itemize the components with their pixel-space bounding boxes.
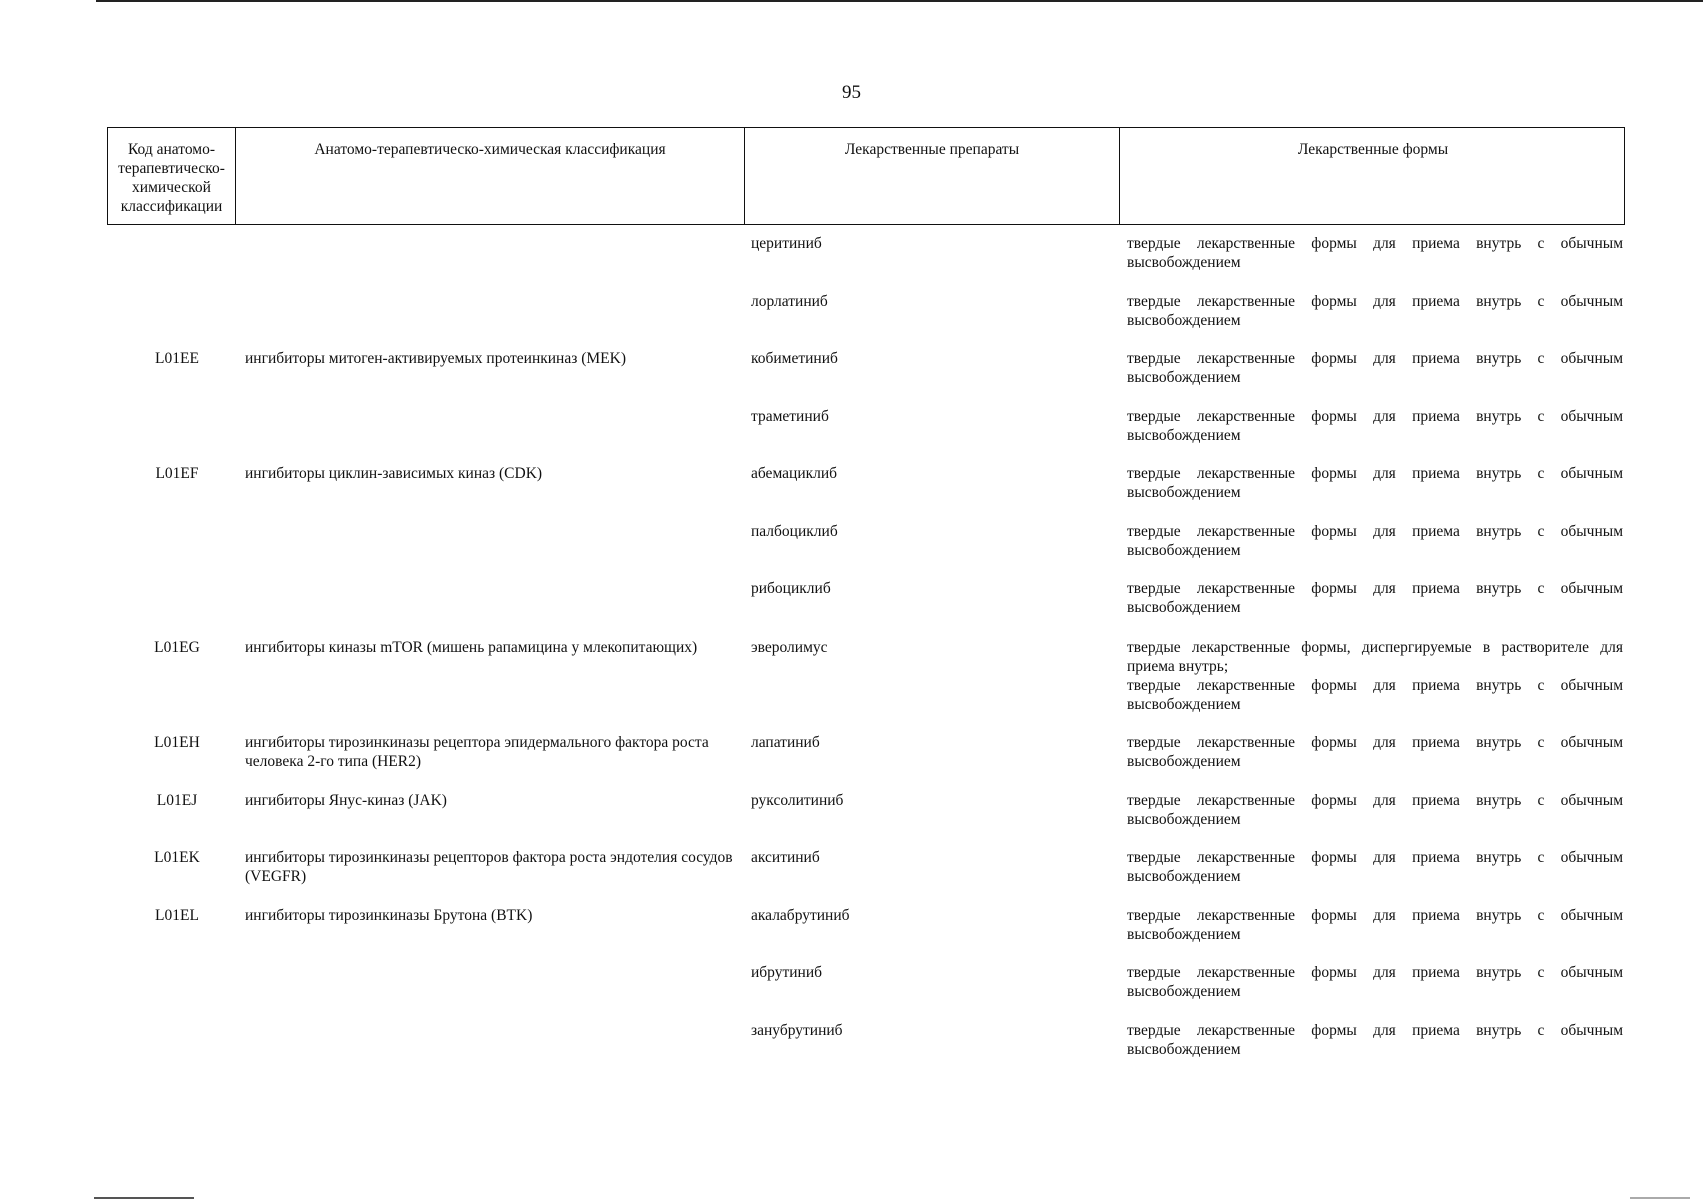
table-row <box>107 733 1625 791</box>
header-drugs: Лекарственные препараты <box>745 128 1120 224</box>
table-row <box>107 407 1625 465</box>
dosage-forms <box>1119 292 1625 350</box>
atc-code: L01EJ <box>156 791 198 809</box>
drug-name: кобиметиниб <box>751 350 838 367</box>
atc-classification: ингибиторы тирозинкиназы Брутона (BTK) <box>245 906 533 924</box>
atc-code <box>107 407 235 465</box>
header-classification: Анатомо-терапевтическо-химическая классификация <box>236 128 745 224</box>
drug-name: лорлатиниб <box>751 292 828 310</box>
page-number: 95 <box>842 82 861 103</box>
atc-code: L01EE <box>155 350 199 367</box>
table-row <box>107 791 1625 849</box>
atc-classification <box>235 522 744 580</box>
dosage-form-text: твердые лекарственные формы для приема внутрь с обычным высвобождением <box>1127 522 1623 559</box>
dosage-forms <box>1119 349 1625 407</box>
scan-artifact <box>94 1197 194 1199</box>
dosage-forms <box>1119 579 1625 638</box>
atc-classification <box>235 963 744 1021</box>
table-row <box>107 234 1625 292</box>
atc-code: L01EG <box>154 638 200 656</box>
table-row <box>107 292 1625 350</box>
dosage-form-text: твердые лекарственные формы, диспергируемые в растворителе для приема внутрь; <box>1127 638 1623 675</box>
atc-code <box>107 522 235 580</box>
atc-code <box>107 579 235 638</box>
dosage-forms <box>1119 791 1625 849</box>
dosage-forms <box>1119 963 1625 1021</box>
table-row <box>107 638 1625 734</box>
dosage-form-text: твердые лекарственные формы для приема внутрь с обычным высвобождением <box>1127 465 1623 501</box>
atc-code: L01EH <box>154 734 200 751</box>
atc-code <box>107 292 235 350</box>
dosage-form-text: твердые лекарственные формы для приема внутрь с обычным высвобождением <box>1127 906 1623 943</box>
dosage-form-text: твердые лекарственные формы для приема внутрь с обычным высвобождением <box>1127 292 1623 329</box>
dosage-forms <box>1119 234 1625 292</box>
header-forms: Лекарственные формы <box>1297 141 1449 158</box>
dosage-form-text: твердые лекарственные формы для приема внутрь с обычным высвобождением <box>1127 791 1623 828</box>
atc-classification: ингибиторы киназы mTOR (мишень рапамицина у млекопитающих) <box>245 638 698 656</box>
atc-classification <box>235 234 744 292</box>
table-row <box>107 464 1625 522</box>
dosage-form-text: твердые лекарственные формы для приема внутрь с обычным высвобождением <box>1127 350 1623 386</box>
atc-classification: ингибиторы тирозинкиназы рецепторов фактора роста эндотелия сосудов (VEGFR) <box>245 849 733 885</box>
dosage-form-text: твердые лекарственные формы для приема внутрь с обычным высвобождением <box>1127 734 1623 770</box>
drug-name: акалабрутиниб <box>751 906 850 924</box>
dosage-form-text: твердые лекарственные формы для приема внутрь с обычным высвобождением <box>1127 580 1623 616</box>
dosage-forms <box>1119 464 1625 522</box>
table-row <box>107 848 1625 906</box>
dosage-forms <box>1119 638 1625 734</box>
drug-name: ибрутиниб <box>751 964 823 981</box>
atc-classification <box>235 1021 744 1079</box>
atc-classification: ингибиторы Янус-киназ (JAK) <box>245 791 447 809</box>
table-row <box>107 1021 1625 1079</box>
dosage-forms <box>1119 906 1625 964</box>
dosage-form-text: твердые лекарственные формы для приема внутрь с обычным высвобождением <box>1127 235 1623 271</box>
drug-name: занубрутиниб <box>751 1021 843 1039</box>
drug-name: рибоциклиб <box>751 580 831 597</box>
atc-classification: ингибиторы митоген-активируемых протеинкиназ (MEK) <box>245 350 626 367</box>
table-header <box>107 127 1625 225</box>
atc-code <box>107 1021 235 1079</box>
atc-classification <box>235 292 744 350</box>
table-row <box>107 349 1625 407</box>
dosage-form-text: твердые лекарственные формы для приема внутрь с обычным высвобождением <box>1127 849 1623 885</box>
dosage-forms <box>1119 733 1625 791</box>
drug-name: лапатиниб <box>751 734 820 751</box>
drug-name: эверолимус <box>751 638 828 656</box>
table-row <box>107 906 1625 964</box>
drug-name: церитиниб <box>751 235 822 252</box>
header-code: Код анатомо-терапевтическо-химической классификации <box>108 128 236 224</box>
table-row <box>107 963 1625 1021</box>
dosage-forms <box>1119 407 1625 465</box>
atc-classification: ингибиторы тирозинкиназы рецептора эпидермального фактора роста человека 2-го типа (HER2) <box>245 734 709 770</box>
dosage-form-text: твердые лекарственные формы для приема внутрь с обычным высвобождением <box>1127 1021 1623 1058</box>
atc-code: L01EL <box>155 906 199 924</box>
atc-classification: ингибиторы циклин-зависимых киназ (CDK) <box>245 465 543 482</box>
atc-code <box>107 234 235 292</box>
dosage-forms <box>1119 848 1625 906</box>
drug-name: траметиниб <box>751 407 829 425</box>
dosage-form-text: твердые лекарственные формы для приема внутрь с обычным высвобождением <box>1127 676 1623 713</box>
drug-name: акситиниб <box>751 849 820 866</box>
drug-name: руксолитиниб <box>751 791 844 809</box>
dosage-forms <box>1119 522 1625 580</box>
dosage-form-text: твердые лекарственные формы для приема внутрь с обычным высвобождением <box>1127 407 1623 444</box>
atc-code <box>107 963 235 1021</box>
table-body <box>107 234 1625 1078</box>
drug-name: палбоциклиб <box>751 522 838 540</box>
dosage-form-text: твердые лекарственные формы для приема внутрь с обычным высвобождением <box>1127 964 1623 1000</box>
scan-artifact <box>1630 1197 1690 1199</box>
top-rule <box>96 0 1703 2</box>
table-row <box>107 579 1625 638</box>
drug-name: абемациклиб <box>751 465 838 482</box>
dosage-forms <box>1119 1021 1625 1079</box>
atc-classification <box>235 407 744 465</box>
atc-code: L01EK <box>154 849 200 866</box>
atc-classification <box>235 579 744 638</box>
table-row <box>107 522 1625 580</box>
atc-code: L01EF <box>155 465 199 482</box>
